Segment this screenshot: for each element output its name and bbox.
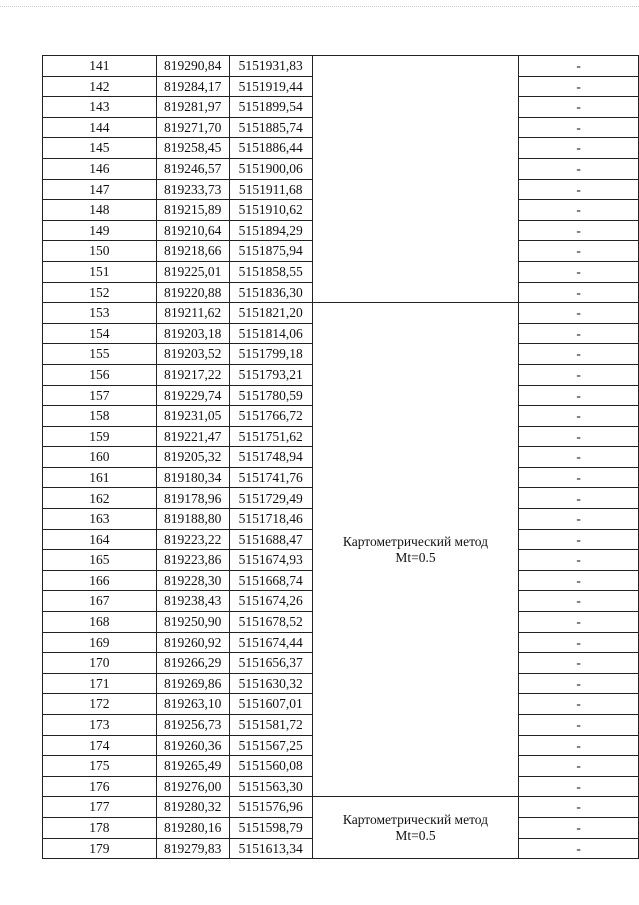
x-coordinate-cell: 819238,43 xyxy=(156,591,229,612)
x-coordinate-cell: 819260,92 xyxy=(156,632,229,653)
point-number-cell: 153 xyxy=(43,303,157,324)
value-cell: - xyxy=(519,817,639,838)
value-cell: - xyxy=(519,488,639,509)
x-coordinate-cell: 819279,83 xyxy=(156,838,229,859)
x-coordinate-cell: 819276,00 xyxy=(156,776,229,797)
y-coordinate-cell: 5151581,72 xyxy=(229,715,312,736)
value-cell: - xyxy=(519,323,639,344)
y-coordinate-cell: 5151567,25 xyxy=(229,735,312,756)
value-cell: - xyxy=(519,56,639,77)
y-coordinate-cell: 5151793,21 xyxy=(229,364,312,385)
point-number-cell: 176 xyxy=(43,776,157,797)
y-coordinate-cell: 5151748,94 xyxy=(229,447,312,468)
point-number-cell: 170 xyxy=(43,653,157,674)
y-coordinate-cell: 5151919,44 xyxy=(229,76,312,97)
x-coordinate-cell: 819203,52 xyxy=(156,344,229,365)
point-number-cell: 144 xyxy=(43,117,157,138)
x-coordinate-cell: 819284,17 xyxy=(156,76,229,97)
method-cell xyxy=(312,797,519,859)
value-cell: - xyxy=(519,694,639,715)
x-coordinate-cell: 819180,34 xyxy=(156,467,229,488)
x-coordinate-cell: 819280,32 xyxy=(156,797,229,818)
value-cell: - xyxy=(519,550,639,571)
point-number-cell: 178 xyxy=(43,817,157,838)
value-cell: - xyxy=(519,385,639,406)
value-cell: - xyxy=(519,303,639,324)
y-coordinate-cell: 5151814,06 xyxy=(229,323,312,344)
value-cell: - xyxy=(519,632,639,653)
value-cell: - xyxy=(519,673,639,694)
method-label: Картометрический метод xyxy=(342,533,489,549)
value-cell: - xyxy=(519,653,639,674)
y-coordinate-cell: 5151563,30 xyxy=(229,776,312,797)
x-coordinate-cell: 819256,73 xyxy=(156,715,229,736)
value-cell: - xyxy=(519,426,639,447)
point-number-cell: 149 xyxy=(43,220,157,241)
y-coordinate-cell: 5151613,34 xyxy=(229,838,312,859)
x-coordinate-cell: 819205,32 xyxy=(156,447,229,468)
value-cell: - xyxy=(519,117,639,138)
point-number-cell: 155 xyxy=(43,344,157,365)
point-number-cell: 167 xyxy=(43,591,157,612)
point-number-cell: 164 xyxy=(43,529,157,550)
point-number-cell: 175 xyxy=(43,756,157,777)
y-coordinate-cell: 5151911,68 xyxy=(229,179,312,200)
y-coordinate-cell: 5151674,93 xyxy=(229,550,312,571)
value-cell: - xyxy=(519,447,639,468)
x-coordinate-cell: 819178,96 xyxy=(156,488,229,509)
point-number-cell: 171 xyxy=(43,673,157,694)
value-cell: - xyxy=(519,158,639,179)
point-number-cell: 150 xyxy=(43,241,157,262)
x-coordinate-cell: 819233,73 xyxy=(156,179,229,200)
x-coordinate-cell: 819290,84 xyxy=(156,56,229,77)
point-number-cell: 161 xyxy=(43,467,157,488)
value-cell: - xyxy=(519,776,639,797)
y-coordinate-cell: 5151886,44 xyxy=(229,138,312,159)
point-number-cell: 146 xyxy=(43,158,157,179)
x-coordinate-cell: 819203,18 xyxy=(156,323,229,344)
x-coordinate-cell: 819220,88 xyxy=(156,282,229,303)
x-coordinate-cell: 819221,47 xyxy=(156,426,229,447)
y-coordinate-cell: 5151656,37 xyxy=(229,653,312,674)
y-coordinate-cell: 5151799,18 xyxy=(229,344,312,365)
value-cell: - xyxy=(519,220,639,241)
value-cell: - xyxy=(519,282,639,303)
point-number-cell: 158 xyxy=(43,406,157,427)
table-row xyxy=(43,56,639,77)
point-number-cell: 177 xyxy=(43,797,157,818)
x-coordinate-cell: 819280,16 xyxy=(156,817,229,838)
x-coordinate-cell: 819263,10 xyxy=(156,694,229,715)
value-cell: - xyxy=(519,715,639,736)
point-number-cell: 142 xyxy=(43,76,157,97)
x-coordinate-cell: 819266,29 xyxy=(156,653,229,674)
y-coordinate-cell: 5151674,44 xyxy=(229,632,312,653)
value-cell: - xyxy=(519,241,639,262)
value-cell: - xyxy=(519,364,639,385)
point-number-cell: 152 xyxy=(43,282,157,303)
y-coordinate-cell: 5151875,94 xyxy=(229,241,312,262)
value-cell: - xyxy=(519,261,639,282)
y-coordinate-cell: 5151894,29 xyxy=(229,220,312,241)
y-coordinate-cell: 5151858,55 xyxy=(229,261,312,282)
y-coordinate-cell: 5151729,49 xyxy=(229,488,312,509)
y-coordinate-cell: 5151576,96 xyxy=(229,797,312,818)
point-number-cell: 145 xyxy=(43,138,157,159)
x-coordinate-cell: 819228,30 xyxy=(156,570,229,591)
point-number-cell: 162 xyxy=(43,488,157,509)
scan-header-line xyxy=(0,6,639,9)
x-coordinate-cell: 819231,05 xyxy=(156,406,229,427)
point-number-cell: 169 xyxy=(43,632,157,653)
y-coordinate-cell: 5151766,72 xyxy=(229,406,312,427)
x-coordinate-cell: 819271,70 xyxy=(156,117,229,138)
x-coordinate-cell: 819225,01 xyxy=(156,261,229,282)
point-number-cell: 141 xyxy=(43,56,157,77)
x-coordinate-cell: 819188,80 xyxy=(156,509,229,530)
x-coordinate-cell: 819218,66 xyxy=(156,241,229,262)
point-number-cell: 147 xyxy=(43,179,157,200)
y-coordinate-cell: 5151598,79 xyxy=(229,817,312,838)
method-label: Картометрический метод xyxy=(342,811,489,827)
y-coordinate-cell: 5151607,01 xyxy=(229,694,312,715)
value-cell: - xyxy=(519,138,639,159)
y-coordinate-cell: 5151668,74 xyxy=(229,570,312,591)
value-cell: - xyxy=(519,756,639,777)
x-coordinate-cell: 819250,90 xyxy=(156,612,229,633)
y-coordinate-cell: 5151900,06 xyxy=(229,158,312,179)
y-coordinate-cell: 5151630,32 xyxy=(229,673,312,694)
y-coordinate-cell: 5151885,74 xyxy=(229,117,312,138)
value-cell: - xyxy=(519,200,639,221)
value-cell: - xyxy=(519,406,639,427)
y-coordinate-cell: 5151931,83 xyxy=(229,56,312,77)
point-number-cell: 154 xyxy=(43,323,157,344)
y-coordinate-cell: 5151821,20 xyxy=(229,303,312,324)
point-number-cell: 151 xyxy=(43,261,157,282)
x-coordinate-cell: 819265,49 xyxy=(156,756,229,777)
method-precision: Mt=0.5 xyxy=(395,549,436,565)
point-number-cell: 143 xyxy=(43,97,157,118)
x-coordinate-cell: 819246,57 xyxy=(156,158,229,179)
x-coordinate-cell: 819258,45 xyxy=(156,138,229,159)
point-number-cell: 157 xyxy=(43,385,157,406)
x-coordinate-cell: 819229,74 xyxy=(156,385,229,406)
value-cell: - xyxy=(519,179,639,200)
y-coordinate-cell: 5151751,62 xyxy=(229,426,312,447)
x-coordinate-cell: 819269,86 xyxy=(156,673,229,694)
point-number-cell: 156 xyxy=(43,364,157,385)
x-coordinate-cell: 819223,86 xyxy=(156,550,229,571)
point-number-cell: 166 xyxy=(43,570,157,591)
y-coordinate-cell: 5151910,62 xyxy=(229,200,312,221)
table-row xyxy=(43,797,639,818)
value-cell: - xyxy=(519,467,639,488)
y-coordinate-cell: 5151718,46 xyxy=(229,509,312,530)
method-cell xyxy=(312,303,519,797)
value-cell: - xyxy=(519,509,639,530)
value-cell: - xyxy=(519,570,639,591)
y-coordinate-cell: 5151674,26 xyxy=(229,591,312,612)
value-cell: - xyxy=(519,97,639,118)
x-coordinate-cell: 819210,64 xyxy=(156,220,229,241)
value-cell: - xyxy=(519,612,639,633)
point-number-cell: 165 xyxy=(43,550,157,571)
y-coordinate-cell: 5151560,08 xyxy=(229,756,312,777)
y-coordinate-cell: 5151899,54 xyxy=(229,97,312,118)
value-cell: - xyxy=(519,797,639,818)
value-cell: - xyxy=(519,344,639,365)
point-number-cell: 173 xyxy=(43,715,157,736)
y-coordinate-cell: 5151678,52 xyxy=(229,612,312,633)
x-coordinate-cell: 819217,22 xyxy=(156,364,229,385)
point-number-cell: 163 xyxy=(43,509,157,530)
point-number-cell: 172 xyxy=(43,694,157,715)
point-number-cell: 160 xyxy=(43,447,157,468)
point-number-cell: 174 xyxy=(43,735,157,756)
y-coordinate-cell: 5151836,30 xyxy=(229,282,312,303)
y-coordinate-cell: 5151741,76 xyxy=(229,467,312,488)
x-coordinate-cell: 819260,36 xyxy=(156,735,229,756)
x-coordinate-cell: 819223,22 xyxy=(156,529,229,550)
point-number-cell: 179 xyxy=(43,838,157,859)
coordinates-table-body xyxy=(43,56,639,859)
x-coordinate-cell: 819215,89 xyxy=(156,200,229,221)
method-precision: Mt=0.5 xyxy=(395,827,436,843)
y-coordinate-cell: 5151780,59 xyxy=(229,385,312,406)
x-coordinate-cell: 819281,97 xyxy=(156,97,229,118)
coordinates-table xyxy=(42,55,639,859)
method-cell xyxy=(312,56,519,303)
point-number-cell: 159 xyxy=(43,426,157,447)
value-cell: - xyxy=(519,529,639,550)
table-row xyxy=(43,303,639,324)
point-number-cell: 148 xyxy=(43,200,157,221)
point-number-cell: 168 xyxy=(43,612,157,633)
value-cell: - xyxy=(519,838,639,859)
value-cell: - xyxy=(519,735,639,756)
value-cell: - xyxy=(519,76,639,97)
y-coordinate-cell: 5151688,47 xyxy=(229,529,312,550)
x-coordinate-cell: 819211,62 xyxy=(156,303,229,324)
value-cell: - xyxy=(519,591,639,612)
